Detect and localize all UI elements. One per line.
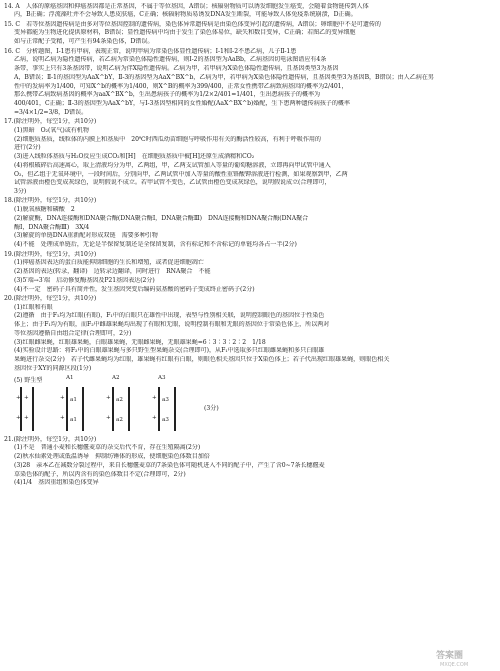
chrom-group-a2 bbox=[106, 374, 148, 433]
gene-label: + bbox=[106, 414, 111, 421]
chrom-group-a3 bbox=[152, 374, 194, 433]
text-line: 变异都能为生物进化提供原材料，B错误；显性遗传病中均由于发生了染色体易位，缺失和数目变异，C正确；若图乙的变异细胞 bbox=[14, 29, 356, 37]
chrom-group-wild bbox=[16, 383, 56, 433]
text-line: 体上；由于F₁均为有眼，而F₂中雌雄果蝇均出现了有眼和无眼，说明控制有眼和无眼的基因位于常染色体上，所以两对 bbox=[14, 321, 330, 329]
text-line: O₂，但乙组于无氧环境中，一段时间后，分别向甲，乙两试管中加入等量的酸性重铬酸钾溶液进行检测，如果观察到甲，乙两 bbox=[14, 170, 348, 178]
text-line: 条带，事实上只有3条基因带，说明乙病为伴X隐性遗传病。乙病为甲，若甲病为X染色体隐性遗传病，且基因类型3为基因 bbox=[14, 65, 339, 73]
gene-label: + bbox=[106, 394, 111, 401]
text-line: (4)不能 处理成单链后，无论是半保留复制还是全保留复制，含有标记和不含标记的单链均各占一半(2分) bbox=[14, 241, 297, 249]
chromosome-figure bbox=[14, 375, 234, 435]
text-line: (1)抑癌基因表达的蛋白质能抑制细胞的生长和增殖，或者促进细胞凋亡 bbox=[14, 259, 204, 267]
gene-label: a1 bbox=[70, 396, 77, 403]
text-line: 果蝇进行杂交(2分) 若子代雌果蝇均为红眼，雄果蝇有红眼有白眼，则眼色相关基因只位于X染色体上；若子代出现红眼雄果蝇，则眼色相关 bbox=[14, 356, 390, 364]
text-line: (2)细胞质基质，线粒体的内膜上和基质中 20℃时西瓜幼苗细胞与呼吸作用有关的酶活性较高，有利于呼吸作用的 bbox=[14, 135, 321, 143]
gene-label: a2 bbox=[116, 416, 123, 423]
gene-label: + bbox=[60, 394, 65, 401]
gene-label: a1 bbox=[70, 416, 77, 423]
text-line: 3分) bbox=[14, 188, 27, 196]
text-line: 400/401，C正确；Ⅱ-3的基因型为AaX^bY，与Ⅰ-3基因型相同的女性婚配(AaX^BX^b)婚配，生下患两种遗传病孩子的概率 bbox=[14, 100, 350, 108]
text-line: 16. C 分析题图，Ⅰ-1患有甲病，表现正常，说明甲病为常染色体显性遗传病；Ⅰ-1和Ⅰ-2不患乙病，儿子Ⅱ-1患 bbox=[4, 47, 297, 55]
text-line: 20.(除注明外，每空1分，共10分) bbox=[4, 294, 97, 302]
gene-label: a2 bbox=[116, 396, 123, 403]
text-line: (3)解旋的单链DNA重新配对形成双链 需要多种引物 bbox=[14, 232, 158, 240]
text-line: =3/4×1/2=3/8，D错误。 bbox=[14, 108, 88, 116]
text-line: 21.(除注明外，每空1分，共10分) bbox=[4, 435, 97, 443]
text-line: 乙病，说明乙病为隐性遗传病，若乙病为常染色体隐性遗传病，则Ⅰ-2的基因型为AaBb，乙病基因切电泳图谱应有4条 bbox=[14, 56, 327, 64]
text-line: 18.(除注明外，每空1分，共10分) bbox=[4, 197, 97, 205]
answer-page bbox=[4, 2, 496, 488]
text-line: 19.(除注明外，每空1分，共10分) bbox=[4, 250, 97, 258]
text-line: (4)将根破碎后高速离心，取上清液均分为甲，乙两组，甲，乙两支试管加入等量的葡萄糖溶液，立即再向甲试管中通入 bbox=[14, 161, 331, 169]
text-line: 等位基因遵循自由组合定律(合理即可，2分) bbox=[14, 329, 132, 337]
text-line: 内，B正确；浮流藻吐并不会导致人患皮肤癌，C正确；核辐射物质易诱发DNA发生断裂，可能导致人体免疫系统崩溃，D正确。 bbox=[14, 11, 357, 19]
group-label-a2: A2 bbox=[112, 374, 120, 381]
answer-lines-q21 bbox=[4, 436, 496, 489]
gene-label: + bbox=[24, 414, 29, 421]
text-line: (4)不一定 密码子具有简并性，发生基因突变后编码氨基酸的密码子变成终止密码子(2分) bbox=[14, 285, 255, 293]
text-line: (2)遵循 由于F₁均为红眼(有眼)，F₁中的白眼只在雄性中出现，表型与性别相关联，说明控制眼色的基因位于性染色 bbox=[14, 312, 325, 320]
text-line: 那么携带乙病致病基因的概率为aaX^BX^b，生出患病孩子的概率为1/2×2/401=1/401，生出患病孩子的概率为 bbox=[14, 91, 321, 99]
text-line: 如与正常配子受精，可产生有94条染色体，D错误。 bbox=[14, 38, 154, 46]
gene-label: + bbox=[152, 394, 157, 401]
text-line: (1)红眼和有眼 bbox=[14, 303, 53, 311]
text-line: (3)5′端→3′端 启动修复酶基因及P21基因表达(2分) bbox=[14, 276, 155, 284]
text-line: 14. A 人体的原癌基因和抑癌基因都是正常基因，不属于等位基因，A错误；核辐射物质可以诱发细胞发生癌变，会随着食物链传到人体 bbox=[4, 2, 369, 10]
text-line: 基因位于XY的同源区段(1分) bbox=[14, 364, 92, 372]
gene-label: a3 bbox=[162, 416, 169, 423]
answer-lines bbox=[4, 3, 496, 374]
figure-title: (5) 野生型 bbox=[14, 376, 43, 384]
text-line: (4)实验设计思路：将F₂中的白眼雄果蝇与多只野生型果蝇杂交(合理即可)，从F₁中选取多只红眼雌果蝇和多只白眼雄 bbox=[14, 347, 325, 355]
text-line: (3)进入线粒体基质与H₂O反应生成CO₂和[H] 在细胞质基质中被[H]还原生成酒精和CO₂ bbox=[14, 153, 255, 161]
text-line: 酶Ⅰ，DNA聚合酶Ⅲ) 3X/4 bbox=[14, 223, 90, 231]
group-label-a1: A1 bbox=[66, 374, 74, 381]
watermark-sub: MXQE.COM bbox=[440, 662, 469, 668]
text-line: (1)不是 普通小麦和长穗偃麦草的杂交后代不育，存在生殖隔离(2分) bbox=[14, 444, 201, 452]
text-line: 进行(2分) bbox=[14, 144, 41, 152]
text-line: (4)1/4 基因重组和染色体变异 bbox=[14, 479, 99, 487]
gene-label: + bbox=[16, 414, 21, 421]
group-label-a3: A3 bbox=[158, 374, 166, 381]
gene-label: + bbox=[24, 394, 29, 401]
text-line: A，B错误；Ⅱ-1的基因型为AaX^bY，Ⅱ-3的基因型为AaX^BX^b，乙病为甲，若甲病为X染色体隐性遗传病，且基因类型3为基因B，B错误；由人乙病在男 bbox=[14, 73, 434, 81]
text-line: 15. C 若等位基因遗传病是由多对等位基因控制的遗传病，染色体异常遗传病是由染色体变异引起的遗传病，A错误；卵细胞中不是可遗传的 bbox=[4, 20, 381, 28]
watermark-title: 答案圈 bbox=[436, 651, 464, 661]
text-line: 试管溶液由橙色变成灰绿色，说明假说不成立。若甲试管不变色，乙试管由橙色变成灰绿色，说明假说成立(合理即可， bbox=[14, 179, 331, 187]
text-line: 17.(除注明外，每空1分，共10分) bbox=[4, 118, 97, 126]
gene-label: a3 bbox=[162, 396, 169, 403]
gene-label: + bbox=[16, 394, 21, 401]
text-line: (1)黑暗 O₂(氧气)或有机物 bbox=[14, 126, 89, 134]
text-line: (2)解旋酶，DNA连接酶和DNA聚合酶(DNA聚合酶Ⅰ，DNA聚合酶Ⅲ) DNA连接酶和DNA聚合酶(DNA聚合 bbox=[14, 214, 309, 222]
gene-label: + bbox=[152, 414, 157, 421]
text-line: (2)基因的表达(转录，翻译) 边转录边翻译，同时进行 RNA聚合 不能 bbox=[14, 268, 211, 276]
gene-label: + bbox=[60, 414, 65, 421]
text-line: (3)红眼雌果蝇，红眼雄果蝇，白眼雄果蝇，无眼雌果蝇，无眼雄果蝇=6∶3∶3∶2∶2 1/18 bbox=[14, 338, 266, 346]
text-line: 草染色体的配子，所以丙含有的染色体数目不定(合理即可，2分) bbox=[14, 470, 186, 478]
text-line: (1)脱氧核糖和磷酸 2 bbox=[14, 206, 75, 214]
text-line: (3)28 亲本乙在减数分裂过程中，来自长穗偃麦草的7条染色体可随机进入不同的配子中，产生了含0~7条长穗偃麦 bbox=[14, 461, 325, 469]
watermark-logo bbox=[434, 648, 496, 668]
figure-score: (3分) bbox=[204, 404, 219, 412]
text-line: 性中的发病率为1/400，可知X^b的概率为1/400，则X^B的概率为399/400，正常女性携带乙病致病基因的概率为2/401， bbox=[14, 82, 348, 90]
chrom-group-a1 bbox=[60, 374, 102, 433]
text-line: (2)秋水仙素处理或低温诱导 抑制纺锤体的形成，使细胞染色体数目加倍 bbox=[14, 453, 210, 461]
